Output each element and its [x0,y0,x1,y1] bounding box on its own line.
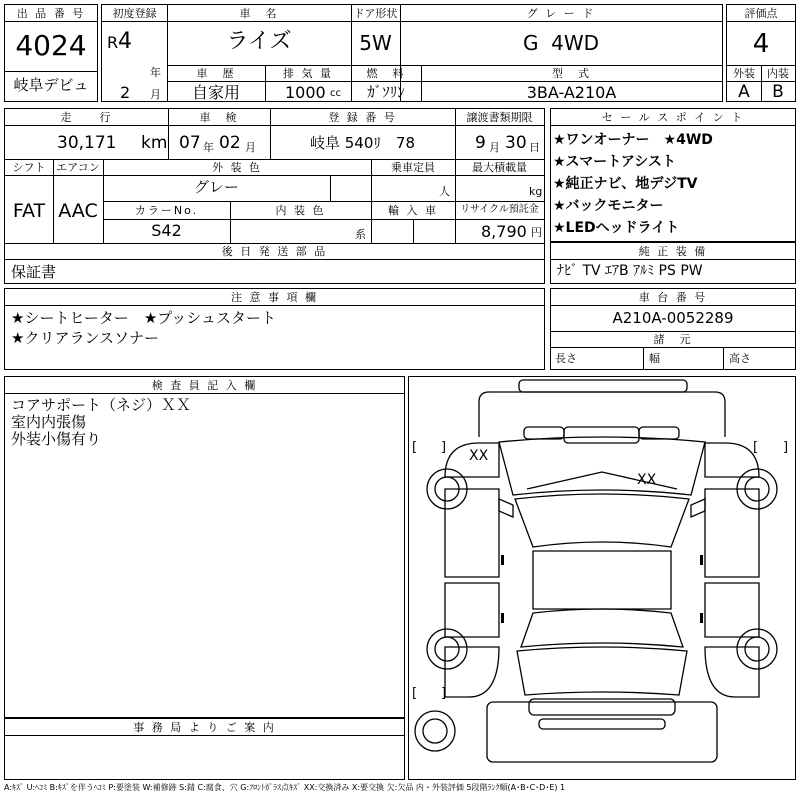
chassis-label: 車 台 番 号 [638,291,708,304]
month: 2 [120,83,131,102]
shift: FAT [12,200,46,222]
capacity-unit: 人 [439,185,450,198]
sales-point-1: ★ワンオーナー ★4WD [553,132,713,148]
vehicle-info-block [4,108,545,284]
inspection-month: 02 [219,133,241,153]
inspector-box [4,376,405,718]
deadline-month-unit: 月 [489,141,500,154]
recycle: 8,790 [481,222,527,241]
year: 4 [118,29,132,54]
displacement-unit: cc [330,88,341,99]
width-label: 幅 [649,352,660,365]
mileage-label: 走 行 [60,111,113,124]
mileage: 30,171 [57,133,117,153]
exterior-color-label: 外 装 色 [212,161,262,174]
model-label: 型 式 [552,67,591,80]
score-label: 評価点 [744,7,778,20]
door: 5W [359,31,392,55]
fuel-label: 燃 料 [366,67,406,80]
sales-point-5: ★LEDヘッドライト [553,220,680,236]
exterior-label: 外装 [733,67,755,80]
sales-point-3: ★純正ナビ、地デジTV [553,176,698,192]
plate-label: 登 録 番 号 [328,111,397,124]
damage-mark-right: XX [637,472,657,488]
recycle-label: リサイクル預託金 [460,204,539,215]
history: 自家用 [191,83,240,102]
recycle-unit: 円 [531,226,542,239]
office-label: 事 務 局 よ り ご 案 内 [133,721,276,734]
first-reg-label: 初度登録 [112,7,157,20]
history-label: 車 歴 [196,67,236,80]
inspector-line-2: 室内内張傷 [11,413,87,431]
damage-mark-left: XX [469,448,489,464]
displacement: 1000 [285,83,326,102]
sales-points-box [550,108,796,242]
equipment-value: ﾅﾋﾞ TV ｴｱB ｱﾙﾐ PS PW [557,263,703,279]
bracket-left-close: ] [441,440,447,455]
chassis-number: A210A-0052289 [612,309,734,327]
score-box [726,4,796,102]
era: R [107,33,119,52]
import-label: 輸 入 車 [388,204,438,217]
interior-label: 内装 [767,67,789,80]
max-load-label: 最大積載量 [472,161,527,174]
note-2: ★クリアランスソナー [11,329,159,347]
equipment-box [550,242,796,284]
bracket-right-open: [ [753,440,759,455]
notes-label: 注 意 事 項 欄 [231,291,318,304]
color-no-label: カラーNo. [134,204,199,217]
month-unit: 月 [150,88,161,101]
lot-number-box [4,4,98,102]
sales-point-2: ★スマートアシスト [553,154,676,170]
exterior-grade: A [738,82,750,102]
mileage-unit: km [141,133,168,153]
exterior-color: グレー [193,178,239,196]
sales-point-4: ★バックモニター [553,198,664,214]
length-label: 長さ [555,352,577,365]
grade: G 4WD [522,31,600,55]
height-label: 高さ [729,352,751,365]
inspection-label: 車 検 [199,111,239,124]
car-name: ライズ [226,29,292,54]
deadline-label: 譲渡書類期限 [466,111,533,124]
lot-number: 4024 [15,29,87,62]
chassis-box [550,288,796,370]
bracket-right-close: ] [783,440,789,455]
legend: A:ｷｽﾞ U:ﾍｺﾐ B:ｷｽﾞを伴うﾍｺﾐ P:要塗装 W:補修跡 S:錆 C:腐食、穴 G:ﾌﾛﾝﾄｶﾞﾗｽ点ｷｽﾞ XX:交換済み X:要交換 欠:欠品 内・外装評価 5段階ﾗﾝｸ順(A･B･C･D･E) 1 [4,783,566,792]
lot-number-label: 出 品 番 号 [16,7,86,20]
vehicle-header-box [101,4,723,102]
bracket-left-open: [ [412,440,418,455]
grade-label: グ レ ー ド [526,7,596,20]
max-load-unit: kg [529,185,543,198]
notes-box [4,288,545,370]
capacity-label: 乗車定員 [391,161,435,174]
door-label: ドア形状 [353,7,398,20]
later-parts-value: 保証書 [11,263,57,281]
sales-points-label: セ ー ル ス ポ イ ン ト [601,111,745,124]
equipment-label: 純 正 装 備 [638,245,708,258]
year-unit: 年 [150,66,161,79]
score: 4 [752,29,770,59]
inspection-year-unit: 年 [203,141,214,154]
office-box [4,718,405,780]
inspector-label: 検 査 員 記 入 欄 [151,379,258,392]
car-diagram [409,377,795,779]
ac-label: エアコン [56,161,100,174]
specs-label: 諸 元 [653,333,693,346]
note-1: ★シートヒーター ★プッシュスタート [11,309,276,327]
car-name-label: 車 名 [239,7,279,20]
deadline-month: 9 [475,133,486,153]
deadline-day-unit: 日 [529,141,540,154]
later-parts-label: 後 日 発 送 部 品 [221,245,328,258]
inspector-line-1: コアサポート（ネジ）ＸＸ [11,396,192,414]
displacement-label: 排 気 量 [283,67,333,80]
deadline-day: 30 [505,133,527,153]
inspection-year: 07 [179,133,201,153]
model: 3BA-A210A [526,83,617,102]
auction-site: 岐阜デビュ [13,76,89,94]
inspector-line-3: 外装小傷有り [11,430,102,448]
interior-grade: B [772,82,784,102]
fuel: ｶﾞｿﾘﾝ [367,83,405,101]
interior-color-unit: 系 [355,228,366,241]
color-no: S42 [151,221,182,240]
bracket-bottom-open: [ [412,686,418,701]
ac: AAC [58,200,98,222]
inspection-month-unit: 月 [245,141,256,154]
bracket-bottom-close: ] [441,686,447,701]
interior-color-label: 内 装 色 [275,204,326,217]
car-diagram-box [408,376,796,780]
shift-label: シフト [12,161,46,174]
plate: 岐阜 540ﾘ 78 [310,134,415,152]
